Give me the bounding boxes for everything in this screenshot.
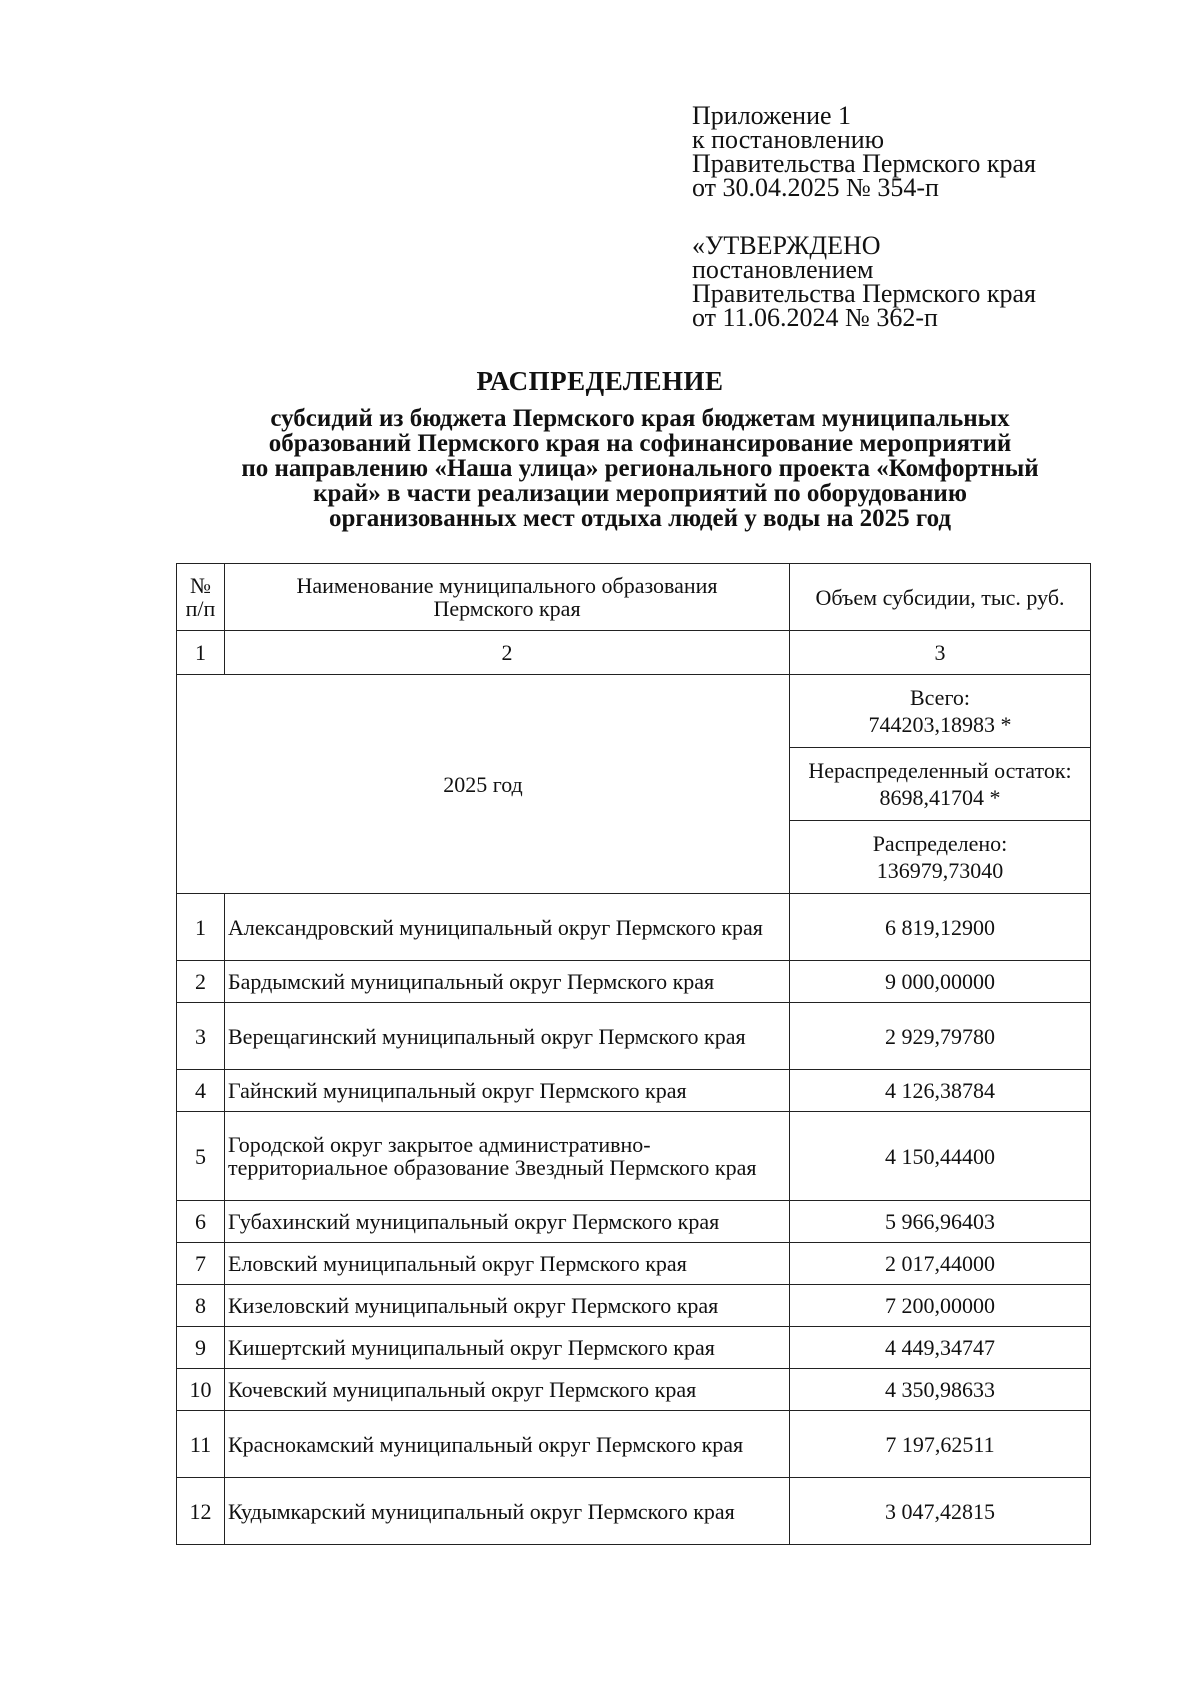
summary-value: 744203,18983 * xyxy=(868,712,1012,737)
summary-label: Всего: xyxy=(909,685,971,710)
summary-label: Распределено: xyxy=(872,831,1008,856)
subtitle-line: край» в части реализации мероприятий по оборудованию xyxy=(313,480,967,507)
municipality-name: Кишертский муниципальный округ Пермского края xyxy=(225,1327,790,1369)
subsidy-value: 3 047,42815 xyxy=(790,1478,1091,1545)
header-value: Объем субсидии, тыс. руб. xyxy=(790,564,1091,631)
subtitle-line: по направлению «Наша улица» регионального проекта «Комфортный xyxy=(241,455,1039,482)
table-header-row xyxy=(177,564,1091,631)
subsidy-value: 4 449,34747 xyxy=(790,1327,1091,1369)
subsidy-value: 7 200,00000 xyxy=(790,1285,1091,1327)
document-subtitle xyxy=(160,406,1120,531)
table-row xyxy=(177,961,1091,1003)
municipality-name: Гайнский муниципальный округ Пермского края xyxy=(225,1070,790,1112)
approved-block xyxy=(692,231,1036,332)
subtitle-line: образований Пермского края на софинансирование мероприятий xyxy=(268,430,1012,457)
municipality-name: Краснокамский муниципальный округ Пермского края xyxy=(225,1411,790,1478)
row-number: 3 xyxy=(177,1003,225,1070)
municipality-name: Еловский муниципальный округ Пермского края xyxy=(225,1243,790,1285)
appendix-line: Правительства Пермского края xyxy=(692,149,1036,178)
row-number: 5 xyxy=(177,1112,225,1201)
row-number: 1 xyxy=(177,894,225,961)
summary-label: Нераспределенный остаток: xyxy=(808,758,1072,783)
table-row xyxy=(177,1285,1091,1327)
subsidy-value: 2 017,44000 xyxy=(790,1243,1091,1285)
approved-line: Правительства Пермского края xyxy=(692,279,1036,308)
row-number: 8 xyxy=(177,1285,225,1327)
table-row xyxy=(177,1478,1091,1545)
table-row xyxy=(177,1070,1091,1112)
approved-line: постановлением xyxy=(692,255,874,284)
subsidy-table xyxy=(176,563,1091,1545)
table-row xyxy=(177,1411,1091,1478)
index-cell: 1 xyxy=(177,631,225,675)
municipality-name: Кизеловский муниципальный округ Пермского края xyxy=(225,1285,790,1327)
table-row xyxy=(177,1327,1091,1369)
year-label: 2025 год xyxy=(177,675,790,894)
subtitle-line: организованных мест отдыха людей у воды на 2025 год xyxy=(328,505,952,532)
subsidy-value: 7 197,62511 xyxy=(790,1411,1091,1478)
municipality-name: Бардымский муниципальный округ Пермского края xyxy=(225,961,790,1003)
row-number: 2 xyxy=(177,961,225,1003)
row-number: 12 xyxy=(177,1478,225,1545)
summary-row xyxy=(177,675,1091,748)
index-cell: 2 xyxy=(225,631,790,675)
header-name: Наименование муниципального образования Пермского края xyxy=(225,564,790,631)
row-number: 10 xyxy=(177,1369,225,1411)
subtitle-line: субсидий из бюджета Пермского края бюджетам муниципальных xyxy=(270,405,1010,432)
municipality-name: Городской округ закрытое административно-территориальное образование Звездный Пермского края xyxy=(225,1112,790,1201)
approved-line: «УТВЕРЖДЕНО xyxy=(692,231,881,260)
subsidy-value: 4 150,44400 xyxy=(790,1112,1091,1201)
municipality-name: Губахинский муниципальный округ Пермского края xyxy=(225,1201,790,1243)
subsidy-value: 6 819,12900 xyxy=(790,894,1091,961)
subsidy-value: 5 966,96403 xyxy=(790,1201,1091,1243)
row-number: 4 xyxy=(177,1070,225,1112)
summary-unallocated xyxy=(790,748,1091,821)
summary-total xyxy=(790,675,1091,748)
table-row xyxy=(177,1369,1091,1411)
table-row xyxy=(177,1112,1091,1201)
table-row xyxy=(177,1201,1091,1243)
subsidy-value: 4 126,38784 xyxy=(790,1070,1091,1112)
table-row xyxy=(177,1243,1091,1285)
summary-allocated xyxy=(790,821,1091,894)
appendix-line: от 30.04.2025 № 354-п xyxy=(692,173,939,202)
document-title: РАСПРЕДЕЛЕНИЕ xyxy=(476,366,724,396)
summary-value: 136979,73040 xyxy=(876,858,1004,883)
table-index-row xyxy=(177,631,1091,675)
municipality-name: Кочевский муниципальный округ Пермского края xyxy=(225,1369,790,1411)
row-number: 11 xyxy=(177,1411,225,1478)
index-cell: 3 xyxy=(790,631,1091,675)
appendix-block xyxy=(692,101,1036,202)
table-row xyxy=(177,1003,1091,1070)
subsidy-value: 9 000,00000 xyxy=(790,961,1091,1003)
municipality-name: Верещагинский муниципальный округ Пермского края xyxy=(225,1003,790,1070)
row-number: 6 xyxy=(177,1201,225,1243)
approved-line: от 11.06.2024 № 362-п xyxy=(692,303,938,332)
summary-value: 8698,41704 * xyxy=(879,785,1001,810)
subsidy-value: 2 929,79780 xyxy=(790,1003,1091,1070)
municipality-name: Александровский муниципальный округ Пермского края xyxy=(225,894,790,961)
row-number: 7 xyxy=(177,1243,225,1285)
appendix-line: Приложение 1 xyxy=(692,101,852,130)
municipality-name: Кудымкарский муниципальный округ Пермского края xyxy=(225,1478,790,1545)
header-num: № п/п xyxy=(177,564,225,631)
row-number: 9 xyxy=(177,1327,225,1369)
appendix-line: к постановлению xyxy=(692,125,885,154)
subsidy-value: 4 350,98633 xyxy=(790,1369,1091,1411)
table-row xyxy=(177,894,1091,961)
